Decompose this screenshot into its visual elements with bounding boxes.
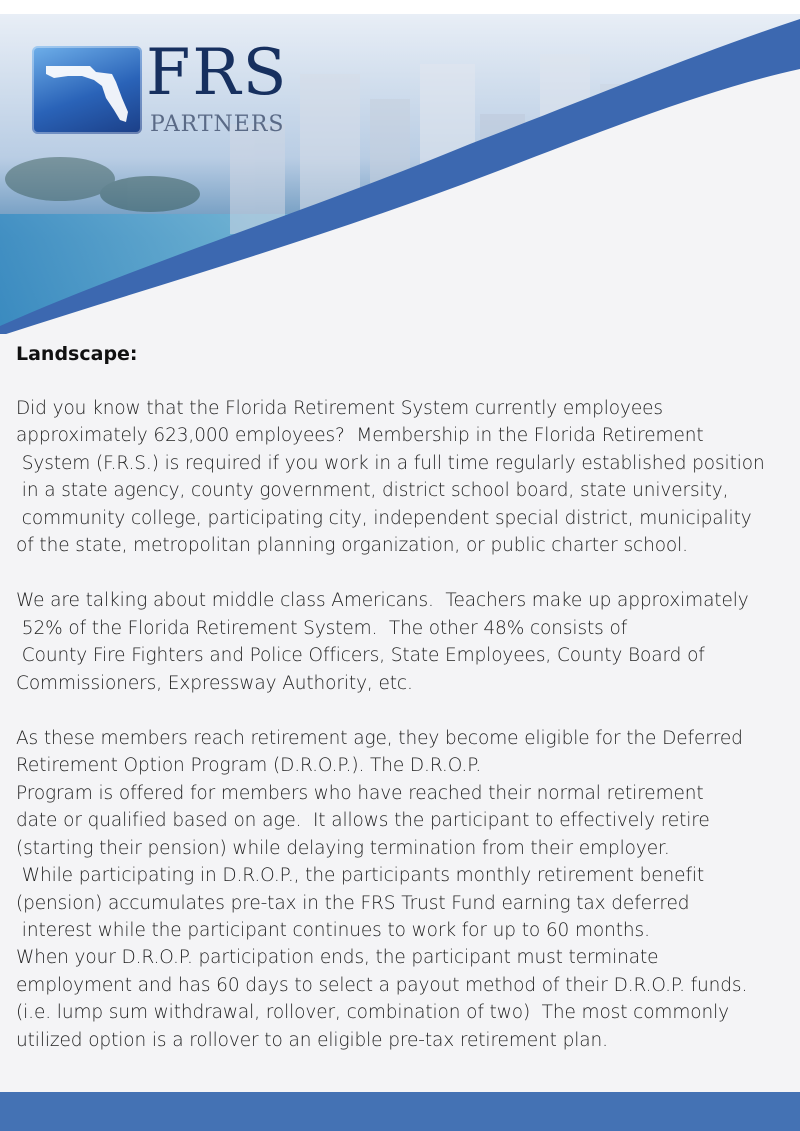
text-line: (i.e. lump sum withdrawal, rollover, combination of two) The most commonly — [16, 1002, 730, 1024]
text-line: (starting their pension) while delaying termination from their employer. — [16, 837, 670, 859]
text-line: Commissioners, Expressway Authority, etc. — [16, 672, 413, 694]
text-line: System (F.R.S.) is required if you work in a full time regularly established position — [16, 452, 765, 474]
florida-state-icon — [32, 46, 142, 134]
text-line: While participating in D.R.O.P., the participants monthly retirement benefit — [16, 865, 705, 887]
paragraph-demographics — [16, 587, 800, 697]
text-line: in a state agency, county government, district school board, state university, — [16, 480, 729, 502]
text-line: As these members reach retirement age, they become eligible for the Deferred — [16, 728, 743, 750]
text-line: County Fire Fighters and Police Officers, State Employees, County Board of — [16, 645, 705, 667]
logo-subtitle: PARTNERS — [150, 112, 285, 137]
footer-bar — [0, 1092, 800, 1131]
text-line: (pension) accumulates pre-tax in the FRS Trust Fund earning tax deferred — [16, 892, 690, 914]
text-line: When your D.R.O.P. participation ends, the participant must terminate — [16, 947, 659, 969]
logo-wordmark: FRS — [146, 36, 289, 110]
text-line: date or qualified based on age. It allows the participant to effectively retire — [16, 810, 710, 832]
header-banner — [0, 14, 800, 334]
main-content — [16, 340, 800, 1054]
section-heading: Landscape: — [16, 343, 138, 365]
paragraph-membership — [16, 395, 800, 559]
text-line: 52% of the Florida Retirement System. The other 48% consists of — [16, 617, 628, 639]
text-line: community college, participating city, independent special district, municipality — [16, 507, 752, 529]
florida-map-logo-icon — [32, 46, 142, 134]
text-line: Retirement Option Program (D.R.O.P.). The D.R.O.P. — [16, 755, 482, 777]
text-line: interest while the participant continues to work for up to 60 months. — [16, 919, 650, 941]
text-line: We are talking about middle class Americans. Teachers make up approximately — [16, 590, 749, 612]
text-line: of the state, metropolitan planning organization, or public charter school. — [16, 535, 688, 557]
text-line: employment and has 60 days to select a payout method of their D.R.O.P. funds. — [16, 974, 748, 996]
text-line: utilized option is a rollover to an eligible pre-tax retirement plan. — [16, 1029, 608, 1051]
top-white-strip — [0, 0, 800, 14]
frs-partners-logo — [32, 36, 322, 144]
text-line: Program is offered for members who have reached their normal retirement — [16, 782, 704, 804]
paragraph-drop-program — [16, 725, 800, 1054]
text-line: Did you know that the Florida Retirement System currently employees — [16, 398, 663, 419]
text-line: approximately 623,000 employees? Membership in the Florida Retirement — [16, 425, 704, 447]
